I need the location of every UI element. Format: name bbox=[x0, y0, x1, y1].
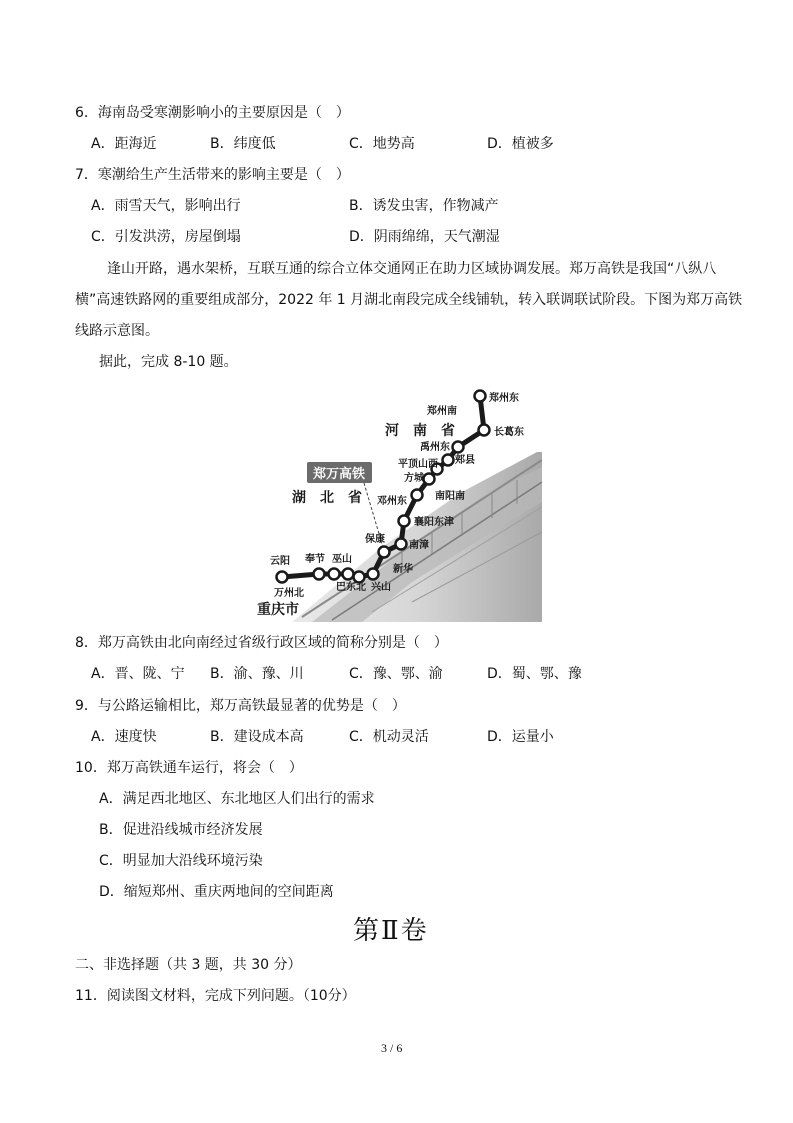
station-label-yunyang: 云阳 bbox=[270, 556, 290, 567]
station-marker bbox=[443, 455, 454, 466]
station-label-changge-east: 长葛东 bbox=[494, 427, 524, 438]
question-10-option-b: B．促进沿线城市经济发展 bbox=[99, 822, 263, 838]
station-marker bbox=[453, 442, 464, 453]
province-chongqing: 重庆市 bbox=[257, 602, 299, 618]
station-label-baokang: 保康 bbox=[365, 534, 385, 545]
station-label-yuzhou-east: 禹州东 bbox=[420, 442, 450, 453]
question-9-option-b: B．建设成本高 bbox=[210, 729, 304, 745]
question-8-stem: 8．郑万高铁由北向南经过省级行政区域的简称分别是（ ） bbox=[75, 635, 448, 651]
question-7-option-c: C．引发洪涝，房屋倒塌 bbox=[91, 229, 241, 245]
station-marker bbox=[277, 572, 288, 583]
station-marker bbox=[399, 516, 410, 527]
question-10-option-d: D．缩短郑州、重庆两地间的空间距离 bbox=[99, 884, 334, 900]
station-label-badong-north: 巴东北 bbox=[336, 582, 366, 593]
station-marker bbox=[329, 569, 340, 580]
station-label-zhengzhou-east: 郑州东 bbox=[489, 393, 519, 404]
question-9-option-a: A．速度快 bbox=[91, 729, 157, 745]
question-9-stem: 9．与公路运输相比，郑万高铁最显著的优势是（ ） bbox=[75, 698, 406, 714]
province-hubei: 湖 北 省 bbox=[292, 490, 362, 506]
station-label-dengzhou-east: 邓州东 bbox=[377, 496, 407, 507]
station-label-nanyang-south: 南阳南 bbox=[435, 491, 465, 502]
section-2-heading: 二、非选择题（共 3 题，共 30 分） bbox=[75, 957, 302, 973]
station-label-fengjie: 奉节 bbox=[305, 554, 325, 565]
question-6-option-d: D．植被多 bbox=[487, 136, 554, 152]
section-2-title: 第Ⅱ卷 bbox=[353, 916, 429, 946]
station-marker bbox=[314, 569, 325, 580]
station-marker bbox=[412, 490, 423, 501]
station-label-xingshan: 兴山 bbox=[371, 582, 391, 593]
question-6-option-a: A．距海近 bbox=[91, 136, 157, 152]
station-label-pingdingshan-west: 平顶山西 bbox=[398, 459, 438, 470]
question-6-option-c: C．地势高 bbox=[349, 136, 415, 152]
question-6-option-b: B．纬度低 bbox=[210, 136, 276, 152]
station-label-wushan: 巫山 bbox=[332, 554, 352, 565]
question-10-option-a: A．满足西北地区、东北地区人们出行的需求 bbox=[99, 791, 375, 807]
passage-line-2: 横”高速铁路网的重要组成部分，2022 年 1 月湖北南段完成全线铺轨，转入联调联试阶段。下图为郑万高铁 bbox=[75, 292, 743, 308]
station-marker bbox=[354, 572, 365, 583]
page-number: 3 / 6 bbox=[381, 1041, 403, 1055]
station-marker bbox=[368, 569, 379, 580]
passage-instruction: 据此，完成 8-10 题。 bbox=[99, 354, 238, 370]
question-6-stem: 6．海南岛受寒潮影响小的主要原因是（ ） bbox=[75, 105, 350, 121]
station-label-jiaxian: 郏县 bbox=[455, 455, 475, 466]
station-label-wanzhou-north: 万州北 bbox=[274, 588, 304, 599]
station-label-xiangyang-dongjin: 襄阳东津 bbox=[414, 517, 454, 528]
station-label-zhengzhou-south: 郑州南 bbox=[427, 406, 457, 417]
passage-line-1: 逢山开路，遇水架桥，互联互通的综合立体交通网正在助力区域协调发展。郑万高铁是我国“八纵八 bbox=[107, 261, 717, 277]
question-7-option-b: B．诱发虫害，作物减产 bbox=[349, 198, 499, 214]
question-8-option-d: D．蜀、鄂、豫 bbox=[487, 666, 582, 682]
province-henan: 河 南 省 bbox=[385, 423, 455, 439]
question-8-option-c: C．豫、鄂、渝 bbox=[349, 666, 443, 682]
question-9-option-c: C．机动灵活 bbox=[349, 729, 429, 745]
station-marker bbox=[396, 539, 407, 550]
station-marker bbox=[479, 425, 490, 436]
station-label-nanzhang: 南漳 bbox=[409, 540, 429, 551]
station-marker bbox=[475, 391, 486, 402]
station-marker bbox=[379, 547, 390, 558]
question-8-option-b: B．渝、豫、川 bbox=[210, 666, 304, 682]
station-marker bbox=[343, 569, 354, 580]
question-9-option-d: D．运量小 bbox=[487, 729, 554, 745]
question-10-option-c: C．明显加大沿线环境污染 bbox=[99, 853, 263, 869]
question-10-stem: 10．郑万高铁通车运行，将会（ ） bbox=[75, 760, 303, 776]
question-7-option-d: D．阴雨绵绵，天气潮湿 bbox=[349, 229, 500, 245]
question-7-stem: 7．寒潮给生产生活带来的影响主要是（ ） bbox=[75, 167, 350, 183]
station-marker bbox=[424, 474, 435, 485]
question-8-option-a: A．晋、陇、宁 bbox=[91, 666, 185, 682]
question-11-stem: 11．阅读图文材料，完成下列问题。（10分） bbox=[75, 988, 356, 1004]
question-7-option-a: A．雨雪天气，影响出行 bbox=[91, 198, 241, 214]
station-label-xinhua: 新华 bbox=[393, 564, 413, 575]
station-label-fangcheng: 方城 bbox=[404, 473, 424, 484]
passage-line-3: 线路示意图。 bbox=[75, 323, 159, 339]
route-label: 郑万高铁 bbox=[312, 467, 366, 482]
zhengwan-railway-map bbox=[252, 382, 542, 622]
